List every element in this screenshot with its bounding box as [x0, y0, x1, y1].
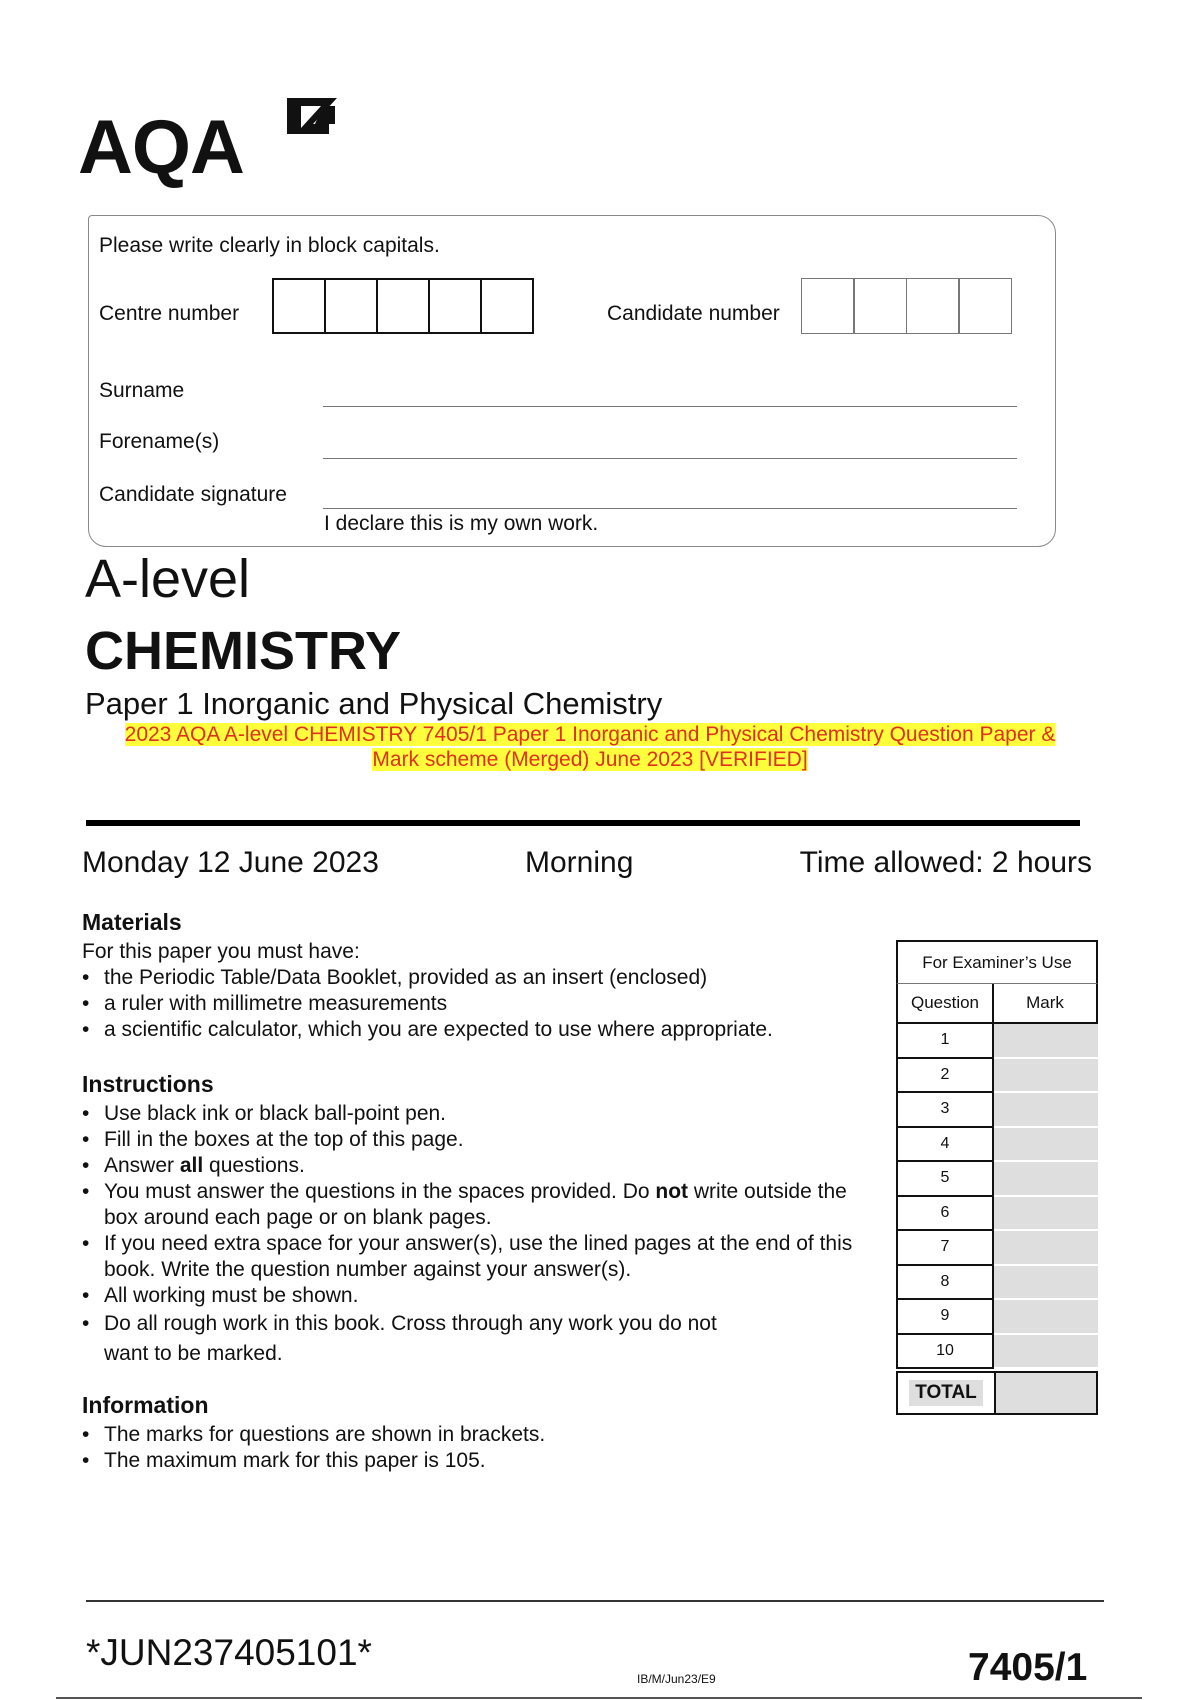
mark-cell — [994, 1266, 1098, 1301]
centre-digit-box[interactable] — [428, 278, 482, 334]
list-item: • The maximum mark for this paper is 105. — [82, 1448, 842, 1474]
forenames-label: Forename(s) — [99, 430, 220, 453]
time-allowed: Time allowed: 2 hours — [799, 846, 1092, 879]
question-number-cell: 9 — [896, 1300, 994, 1335]
list-item — [82, 1179, 862, 1231]
table-row — [896, 1128, 1098, 1163]
materials-list — [82, 965, 842, 1043]
surname-label: Surname — [99, 379, 185, 402]
mark-cell — [994, 1197, 1098, 1232]
mark-cell — [994, 1335, 1098, 1370]
information-heading: Information — [82, 1392, 209, 1418]
surname-field[interactable] — [323, 406, 1017, 407]
centre-number-label: Centre number — [99, 302, 240, 325]
list-item: • a ruler with millimetre measurements — [82, 991, 842, 1017]
question-number-cell: 1 — [896, 1024, 994, 1059]
examiner-table-header — [896, 984, 1098, 1024]
list-item: • the Periodic Table/Data Booklet, provided as an insert (enclosed) — [82, 965, 842, 991]
text-run: questions. — [203, 1154, 305, 1177]
materials-intro: For this paper you must have: — [82, 940, 360, 963]
aqa-logo-mark-icon — [283, 94, 341, 156]
list-item: • a scientific calculator, which you are expected to use where appropriate. — [82, 1017, 842, 1043]
table-row — [896, 1024, 1098, 1059]
candidate-digit-box[interactable] — [958, 278, 1012, 334]
emphasis: not — [655, 1180, 689, 1203]
examiner-table-title: For Examiner’s Use — [896, 940, 1098, 984]
list-item — [82, 1153, 862, 1179]
question-number-cell: 3 — [896, 1093, 994, 1128]
question-number-cell: 5 — [896, 1162, 994, 1197]
table-row — [896, 1059, 1098, 1094]
total-mark-cell — [996, 1371, 1098, 1415]
mark-cell — [994, 1128, 1098, 1163]
text-run: Answer — [104, 1154, 180, 1177]
banner-line-2: Mark scheme (Merged) June 2023 [VERIFIED] — [372, 748, 808, 771]
subject-title: CHEMISTRY — [85, 621, 402, 681]
question-number-cell: 6 — [896, 1197, 994, 1232]
text-run: write outside the box around each page or on blank pages. — [104, 1180, 847, 1229]
table-row — [896, 1335, 1098, 1370]
exam-session: Morning — [525, 846, 634, 879]
candidate-number-boxes[interactable] — [802, 278, 1012, 334]
signature-field[interactable] — [323, 508, 1017, 509]
logo-text: AQA — [78, 105, 244, 190]
reference-code: IB/M/Jun23/E9 — [637, 1672, 716, 1686]
table-row — [896, 1300, 1098, 1335]
question-number-cell: 4 — [896, 1128, 994, 1163]
table-row — [896, 1197, 1098, 1232]
information-list — [82, 1422, 842, 1474]
column-header-mark: Mark — [994, 984, 1098, 1024]
exam-date: Monday 12 June 2023 — [82, 846, 379, 879]
total-label-cell — [896, 1371, 996, 1415]
instructions-list — [82, 1101, 862, 1369]
declaration-text: I declare this is my own work. — [324, 512, 599, 535]
examiner-use-table — [896, 940, 1098, 1415]
paper-code: 7405/1 — [968, 1646, 1088, 1689]
signature-label: Candidate signature — [99, 483, 287, 506]
table-row — [896, 1162, 1098, 1197]
list-item: • Use black ink or black ball-point pen. — [82, 1101, 862, 1127]
forenames-field[interactable] — [323, 458, 1017, 459]
question-number-cell: 10 — [896, 1335, 994, 1370]
materials-heading: Materials — [82, 909, 182, 935]
block-capitals-instruction: Please write clearly in block capitals. — [99, 234, 440, 257]
question-number-cell: 2 — [896, 1059, 994, 1094]
mark-cell — [994, 1231, 1098, 1266]
text-run: You must answer the questions in the spaces provided. Do — [104, 1180, 656, 1203]
barcode-text: *JUN237405101* — [86, 1632, 372, 1673]
paper-title: Paper 1 Inorganic and Physical Chemistry — [85, 686, 663, 721]
question-number-cell: 7 — [896, 1231, 994, 1266]
list-item: • The marks for questions are shown in brackets. — [82, 1422, 842, 1448]
centre-digit-box[interactable] — [272, 278, 326, 334]
centre-digit-box[interactable] — [480, 278, 534, 334]
table-row — [896, 1231, 1098, 1266]
total-row — [896, 1371, 1098, 1415]
total-label: TOTAL — [909, 1380, 983, 1406]
candidate-number-label: Candidate number — [607, 302, 780, 325]
page-bottom-line — [56, 1697, 1142, 1699]
list-item: • Fill in the boxes at the top of this page. — [82, 1127, 862, 1153]
footer-divider — [86, 1600, 1104, 1602]
candidate-digit-box[interactable] — [853, 278, 907, 334]
table-row — [896, 1093, 1098, 1128]
column-header-question: Question — [896, 984, 994, 1024]
list-item: • Do all rough work in this book. Cross through any work you do not want to be marked. — [82, 1309, 764, 1369]
question-number-cell: 8 — [896, 1266, 994, 1301]
centre-digit-box[interactable] — [376, 278, 430, 334]
qualification-level: A-level — [85, 549, 251, 609]
mark-cell — [994, 1093, 1098, 1128]
instructions-heading: Instructions — [82, 1071, 214, 1097]
emphasis: all — [179, 1154, 204, 1177]
mark-cell — [994, 1300, 1098, 1335]
centre-number-boxes[interactable] — [274, 278, 534, 334]
mark-cell — [994, 1024, 1098, 1059]
list-item: • All working must be shown. — [82, 1283, 862, 1309]
banner-line-1: 2023 AQA A-level CHEMISTRY 7405/1 Paper 1 Inorganic and Physical Chemistry Question Paper & — [124, 723, 1056, 746]
candidate-digit-box[interactable] — [906, 278, 960, 334]
table-row — [896, 1266, 1098, 1301]
examiner-table-rows — [896, 1024, 1098, 1369]
mark-cell — [994, 1162, 1098, 1197]
highlighted-banner — [90, 722, 1090, 772]
list-item: • If you need extra space for your answer(s), use the lined pages at the end of this book. Write the question number against your answer(s). — [82, 1231, 862, 1283]
candidate-details-box — [88, 215, 1056, 547]
centre-digit-box[interactable] — [324, 278, 378, 334]
title-divider — [86, 820, 1080, 826]
candidate-digit-box[interactable] — [801, 278, 855, 334]
mark-cell — [994, 1059, 1098, 1094]
